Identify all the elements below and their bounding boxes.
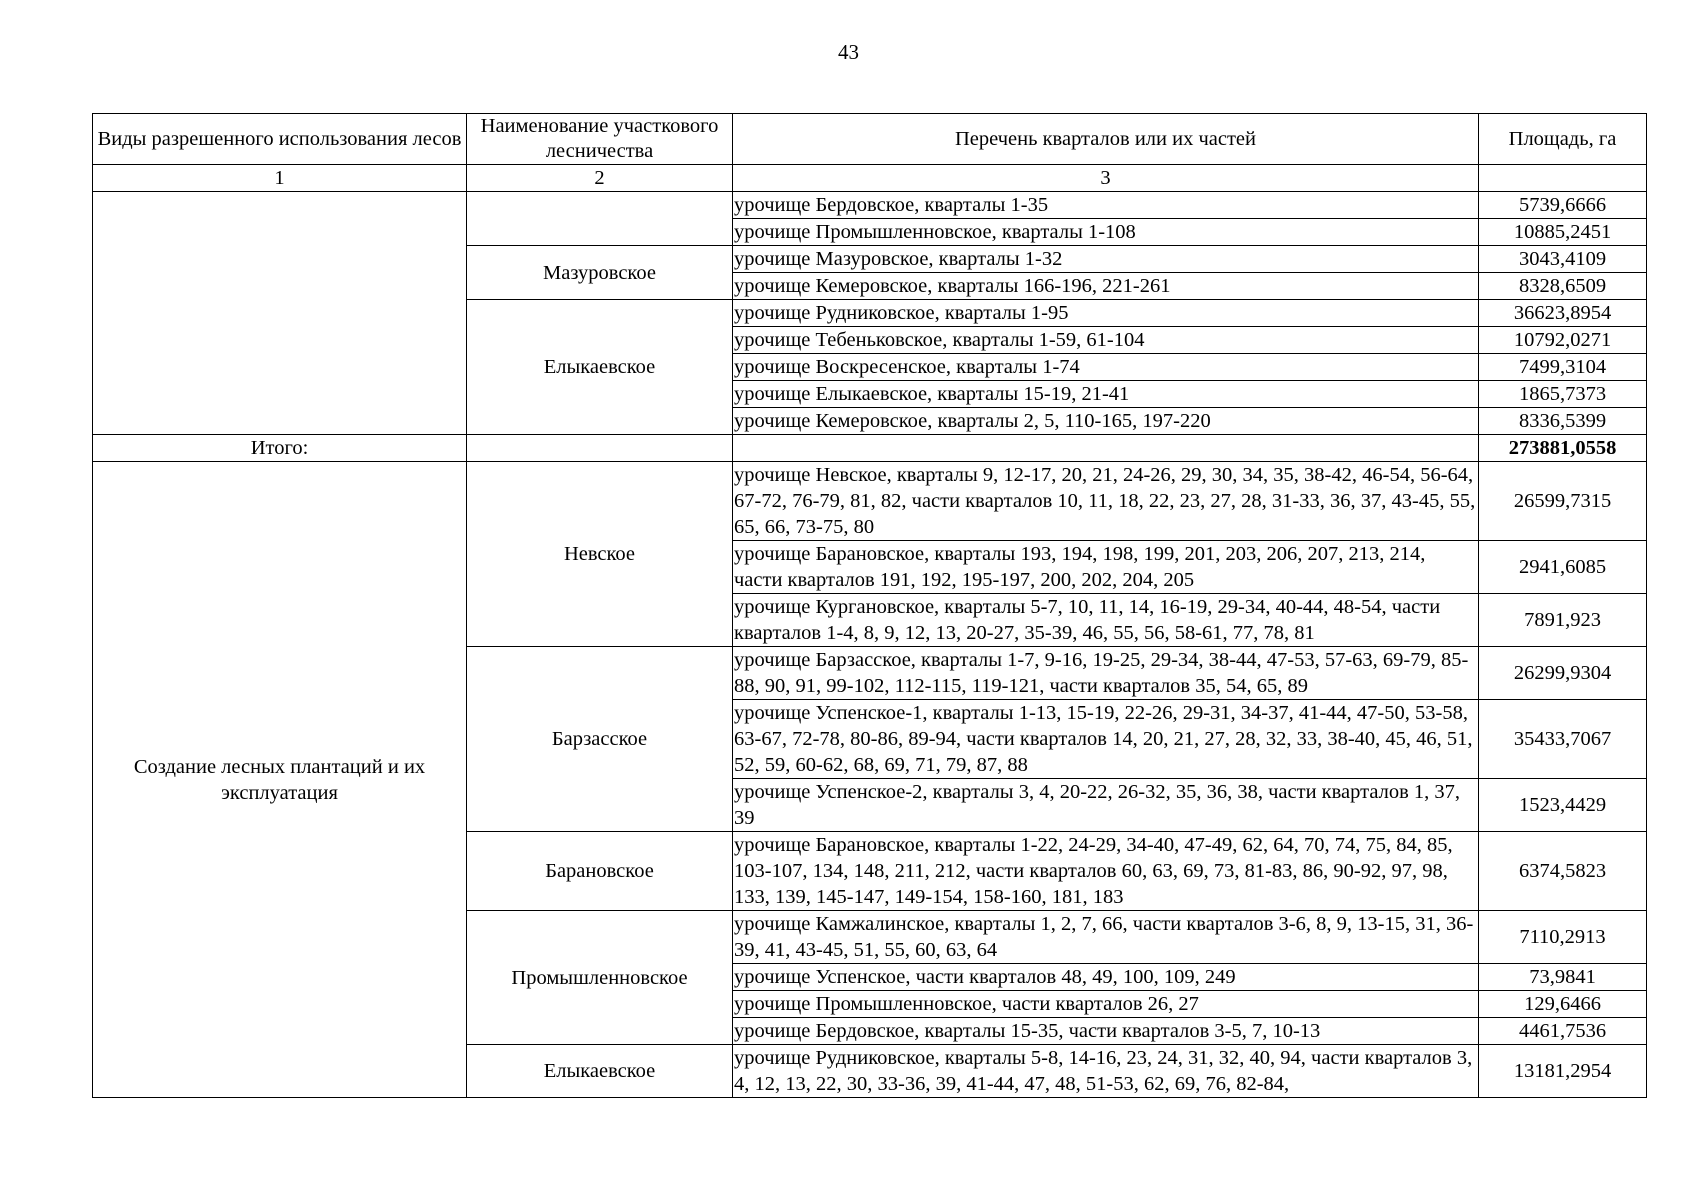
total-empty-cell xyxy=(467,435,733,462)
area-cell: 129,6466 xyxy=(1479,991,1647,1018)
total-row xyxy=(93,435,1647,462)
area-cell: 8336,5399 xyxy=(1479,408,1647,435)
area-cell: 35433,7067 xyxy=(1479,700,1647,779)
forestry-cell: Барзасское xyxy=(467,647,733,832)
forestry-cell-empty xyxy=(467,192,733,246)
quarters-cell: урочище Мазуровское, кварталы 1-32 xyxy=(733,246,1479,273)
table-row xyxy=(93,192,1647,219)
area-cell: 36623,8954 xyxy=(1479,300,1647,327)
area-cell: 6374,5823 xyxy=(1479,832,1647,911)
forestry-cell: Мазуровское xyxy=(467,246,733,300)
area-cell: 26299,9304 xyxy=(1479,647,1647,700)
quarters-cell: урочище Успенское-2, кварталы 3, 4, 20-22, 26-32, 35, 36, 38, части кварталов 1, 37, 39 xyxy=(733,779,1479,832)
area-cell: 26599,7315 xyxy=(1479,462,1647,541)
area-cell: 3043,4109 xyxy=(1479,246,1647,273)
area-cell: 2941,6085 xyxy=(1479,541,1647,594)
use-type-cell-empty xyxy=(93,192,467,435)
column-number-4 xyxy=(1479,165,1647,192)
quarters-cell: урочище Барзасское, кварталы 1-7, 9-16, 19-25, 29-34, 38-44, 47-53, 57-63, 69-79, 85-88, 90, 91, 99-102, 112-115, 119-121, части кварталов 35, 54, 65, 89 xyxy=(733,647,1479,700)
quarters-cell: урочище Успенское-1, кварталы 1-13, 15-19, 22-26, 29-31, 34-37, 41-44, 47-50, 53-58, 63-67, 72-78, 80-86, 89-94, части кварталов 14, 20, 21, 27, 28, 32, 33, 38-40, 45, 46, 51, 52, 59, 60-62, 68, 69, 71, 79, 87, 88 xyxy=(733,700,1479,779)
quarters-cell: урочище Невское, кварталы 9, 12-17, 20, 21, 24-26, 29, 30, 34, 35, 38-42, 46-54, 56-64, 67-72, 76-79, 81, 82, части кварталов 10, 11, 18, 22, 23, 27, 28, 31-33, 36, 37, 43-45, 55, 65, 66, 73-75, 80 xyxy=(733,462,1479,541)
area-cell: 7499,3104 xyxy=(1479,354,1647,381)
area-cell: 5739,6666 xyxy=(1479,192,1647,219)
header-area: Площадь, га xyxy=(1479,114,1647,165)
header-row xyxy=(93,114,1647,165)
quarters-cell: урочище Кемеровское, кварталы 2, 5, 110-165, 197-220 xyxy=(733,408,1479,435)
header-forestry-name: Наименование участкового лесничества xyxy=(467,114,733,165)
quarters-cell: урочище Воскресенское, кварталы 1-74 xyxy=(733,354,1479,381)
quarters-cell: урочище Елыкаевское, кварталы 15-19, 21-41 xyxy=(733,381,1479,408)
forestry-cell: Промышленновское xyxy=(467,911,733,1045)
area-cell: 1865,7373 xyxy=(1479,381,1647,408)
area-cell: 10792,0271 xyxy=(1479,327,1647,354)
page-number: 43 xyxy=(838,40,859,64)
total-label: Итого: xyxy=(93,435,467,462)
quarters-cell: урочище Промышленновское, кварталы 1-108 xyxy=(733,219,1479,246)
area-cell: 1523,4429 xyxy=(1479,779,1647,832)
column-number-row xyxy=(93,165,1647,192)
use-type-cell: Создание лесных плантаций и их эксплуатация xyxy=(93,462,467,1098)
quarters-cell: урочище Тебеньковское, кварталы 1-59, 61-104 xyxy=(733,327,1479,354)
quarters-cell: урочище Барановское, кварталы 1-22, 24-29, 34-40, 47-49, 62, 64, 70, 74, 75, 84, 85, 103-107, 134, 148, 211, 212, части кварталов 60, 63, 69, 73, 81-83, 86, 90-92, 97, 98, 133, 139, 145-147, 149-154, 158-160, 181, 183 xyxy=(733,832,1479,911)
area-cell: 4461,7536 xyxy=(1479,1018,1647,1045)
area-cell: 7891,923 xyxy=(1479,594,1647,647)
column-number-2: 2 xyxy=(467,165,733,192)
quarters-cell: урочище Промышленновское, части кварталов 26, 27 xyxy=(733,991,1479,1018)
quarters-cell: урочище Бердовское, кварталы 1-35 xyxy=(733,192,1479,219)
table-row xyxy=(93,462,1647,541)
total-area: 273881,0558 xyxy=(1479,435,1647,462)
quarters-cell: урочище Барановское, кварталы 193, 194, 198, 199, 201, 203, 206, 207, 213, 214, части кварталов 191, 192, 195-197, 200, 202, 204, 205 xyxy=(733,541,1479,594)
total-empty-cell xyxy=(733,435,1479,462)
quarters-cell: урочище Кургановское, кварталы 5-7, 10, 11, 14, 16-19, 29-34, 40-44, 48-54, части кварталов 1-4, 8, 9, 12, 13, 20-27, 35-39, 46, 55, 56, 58-61, 77, 78, 81 xyxy=(733,594,1479,647)
quarters-cell: урочище Бердовское, кварталы 15-35, части кварталов 3-5, 7, 10-13 xyxy=(733,1018,1479,1045)
column-number-1: 1 xyxy=(93,165,467,192)
quarters-cell: урочище Кемеровское, кварталы 166-196, 221-261 xyxy=(733,273,1479,300)
header-use-type: Виды разрешенного использования лесов xyxy=(93,114,467,165)
quarters-cell: урочище Рудниковское, кварталы 5-8, 14-16, 23, 24, 31, 32, 40, 94, части кварталов 3, 4, 12, 13, 22, 30, 33-36, 39, 41-44, 47, 48, 51-53, 62, 69, 76, 82-84, xyxy=(733,1045,1479,1098)
area-cell: 7110,2913 xyxy=(1479,911,1647,964)
quarters-cell: урочище Успенское, части кварталов 48, 49, 100, 109, 249 xyxy=(733,964,1479,991)
forestry-cell: Невское xyxy=(467,462,733,647)
quarters-cell: урочище Камжалинское, кварталы 1, 2, 7, 66, части кварталов 3-6, 8, 9, 13-15, 31, 36-39, 41, 43-45, 51, 55, 60, 63, 64 xyxy=(733,911,1479,964)
forestry-cell: Елыкаевское xyxy=(467,300,733,435)
forestry-cell: Барановское xyxy=(467,832,733,911)
header-quarters-list: Перечень кварталов или их частей xyxy=(733,114,1479,165)
column-number-3: 3 xyxy=(733,165,1479,192)
area-cell: 8328,6509 xyxy=(1479,273,1647,300)
forest-quarters-table xyxy=(92,113,1647,1098)
area-cell: 73,9841 xyxy=(1479,964,1647,991)
forestry-cell: Елыкаевское xyxy=(467,1045,733,1098)
quarters-cell: урочище Рудниковское, кварталы 1-95 xyxy=(733,300,1479,327)
area-cell: 10885,2451 xyxy=(1479,219,1647,246)
area-cell: 13181,2954 xyxy=(1479,1045,1647,1098)
